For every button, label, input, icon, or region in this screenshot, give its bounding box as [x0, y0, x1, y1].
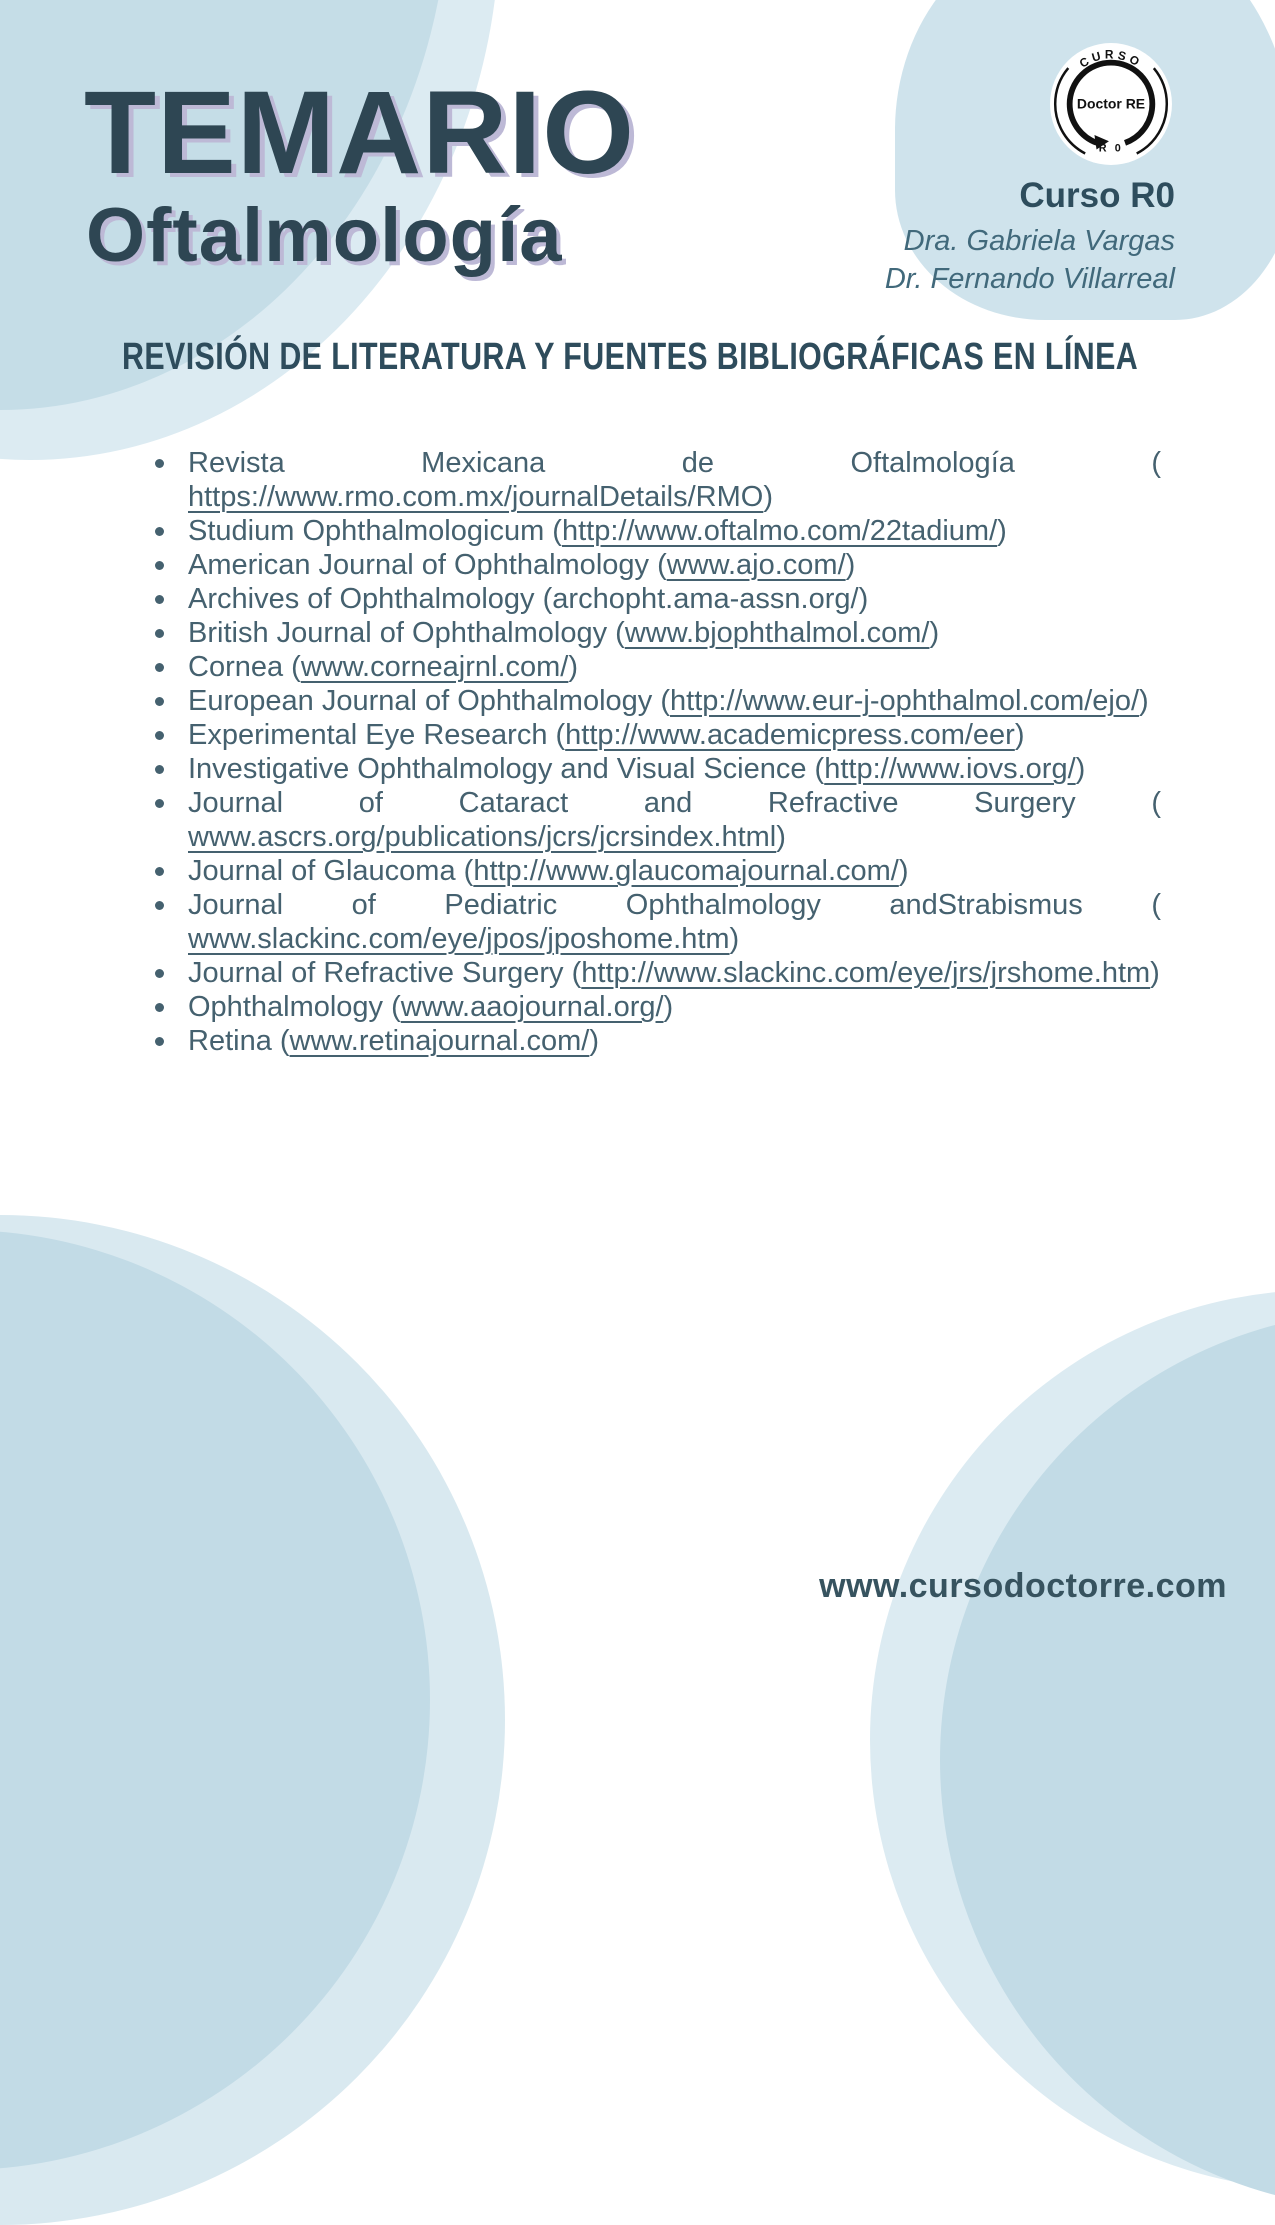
journal-name: Ophthalmology ( — [188, 991, 401, 1023]
bibliography-item — [188, 888, 1161, 956]
journal-link[interactable]: archopht.ama-assn.org/ — [552, 583, 859, 615]
page-subtitle: Oftalmología — [86, 193, 563, 278]
journal-link[interactable]: www.retinajournal.com/ — [289, 1025, 590, 1057]
journal-name: Studium Ophthalmologicum ( — [188, 515, 562, 547]
journal-link-close: ) — [763, 481, 773, 513]
journal-link-close: ) — [845, 549, 856, 581]
svg-text:Doctor RE: Doctor RE — [1076, 95, 1146, 112]
journal-link-close: ) — [929, 617, 940, 649]
journal-link[interactable]: www.bjophthalmol.com/ — [624, 617, 930, 649]
journal-link[interactable]: http://www.iovs.org/ — [824, 753, 1076, 785]
svg-text:R 0: R 0 — [1098, 142, 1124, 155]
journal-link[interactable]: www.ajo.com/ — [666, 549, 846, 581]
journal-link-close: ) — [1139, 685, 1149, 717]
bibliography-item — [188, 1024, 1161, 1058]
journal-link[interactable]: www.aaojournal.org/ — [400, 991, 664, 1023]
bibliography-item — [188, 582, 1161, 616]
journal-name: Retina ( — [188, 1025, 290, 1057]
journal-name: European Journal of Ophthalmology ( — [188, 685, 671, 717]
journal-name: Investigative Ophthalmology and Visual Science ( — [188, 753, 825, 785]
bibliography-item — [188, 854, 1161, 888]
footer-website-link[interactable]: www.cursodoctorre.com — [819, 1567, 1227, 1605]
bibliography-item — [188, 514, 1161, 548]
journal-link-close: ) — [1150, 957, 1160, 989]
journal-link-close: ) — [729, 923, 740, 955]
page-title: TEMARIO — [84, 67, 636, 199]
bibliography-item — [188, 548, 1161, 582]
journal-name: Journal of Pediatric Ophthalmology andStrabismus ( — [188, 889, 1161, 921]
bibliography-item — [188, 786, 1161, 854]
journal-link[interactable]: www.corneajrnl.com/ — [300, 651, 569, 683]
journal-link-close: ) — [1014, 719, 1025, 751]
journal-name: American Journal of Ophthalmology ( — [188, 549, 667, 581]
journal-name: Experimental Eye Research ( — [188, 719, 566, 751]
bibliography-item — [188, 752, 1161, 786]
journal-link[interactable]: www.ascrs.org/publications/jcrs/jcrsindex.html — [188, 821, 777, 853]
journal-link-close: ) — [589, 1025, 600, 1057]
journal-link-close: ) — [663, 991, 674, 1023]
bibliography-item — [188, 650, 1161, 684]
journal-name: Revista Mexicana de Oftalmología ( — [188, 447, 1161, 479]
section-heading: REVISIÓN DE LITERATURA Y FUENTES BIBLIOGRÁFICAS EN LÍNEA — [122, 336, 1139, 378]
bibliography-list — [150, 446, 1161, 1058]
journal-link[interactable]: http://www.academicpress.com/eer — [565, 719, 1015, 751]
bibliography-item — [188, 616, 1161, 650]
journal-link[interactable]: https://www.rmo.com.mx/journalDetails/RMO — [188, 481, 764, 513]
journal-link-close: ) — [776, 821, 786, 853]
journal-name: British Journal of Ophthalmology ( — [188, 617, 625, 649]
journal-name: Journal of Refractive Surgery ( — [188, 957, 582, 989]
bibliography-item — [188, 718, 1161, 752]
bibliography-item — [188, 956, 1161, 990]
journal-name: Cornea ( — [188, 651, 301, 683]
journal-name: Archives of Ophthalmology ( — [188, 583, 553, 615]
journal-link-close: ) — [858, 583, 869, 615]
brand-block — [885, 42, 1175, 299]
title-block — [84, 67, 636, 278]
bibliography-item — [188, 446, 1161, 514]
course-label: Curso R0 — [1019, 176, 1175, 215]
authors-block — [885, 222, 1175, 299]
journal-link[interactable]: http://www.oftalmo.com/22tadium/ — [561, 515, 998, 547]
journal-link-close: ) — [1075, 753, 1086, 785]
curso-doctor-re-logo-icon — [1049, 42, 1173, 166]
journal-link-close: ) — [898, 855, 909, 887]
journal-link[interactable]: http://www.glaucomajournal.com/ — [473, 855, 899, 887]
journal-link-close: ) — [568, 651, 579, 683]
journal-link[interactable]: http://www.slackinc.com/eye/jrs/jrshome.htm — [581, 957, 1151, 989]
svg-text:CURSO: CURSO — [1076, 47, 1146, 71]
journal-name: Journal of Cataract and Refractive Surgery ( — [188, 787, 1161, 819]
journal-link[interactable]: www.slackinc.com/eye/jpos/jposhome.htm — [188, 923, 730, 955]
journal-link[interactable]: http://www.eur-j-ophthalmol.com/ejo/ — [670, 685, 1140, 717]
journal-link-close: ) — [997, 515, 1007, 547]
bibliography-item — [188, 990, 1161, 1024]
bibliography-item — [188, 684, 1161, 718]
journal-name: Journal of Glaucoma ( — [188, 855, 474, 887]
author-name: Dra. Gabriela Vargas — [903, 225, 1175, 257]
author-name: Dr. Fernando Villarreal — [884, 263, 1175, 296]
